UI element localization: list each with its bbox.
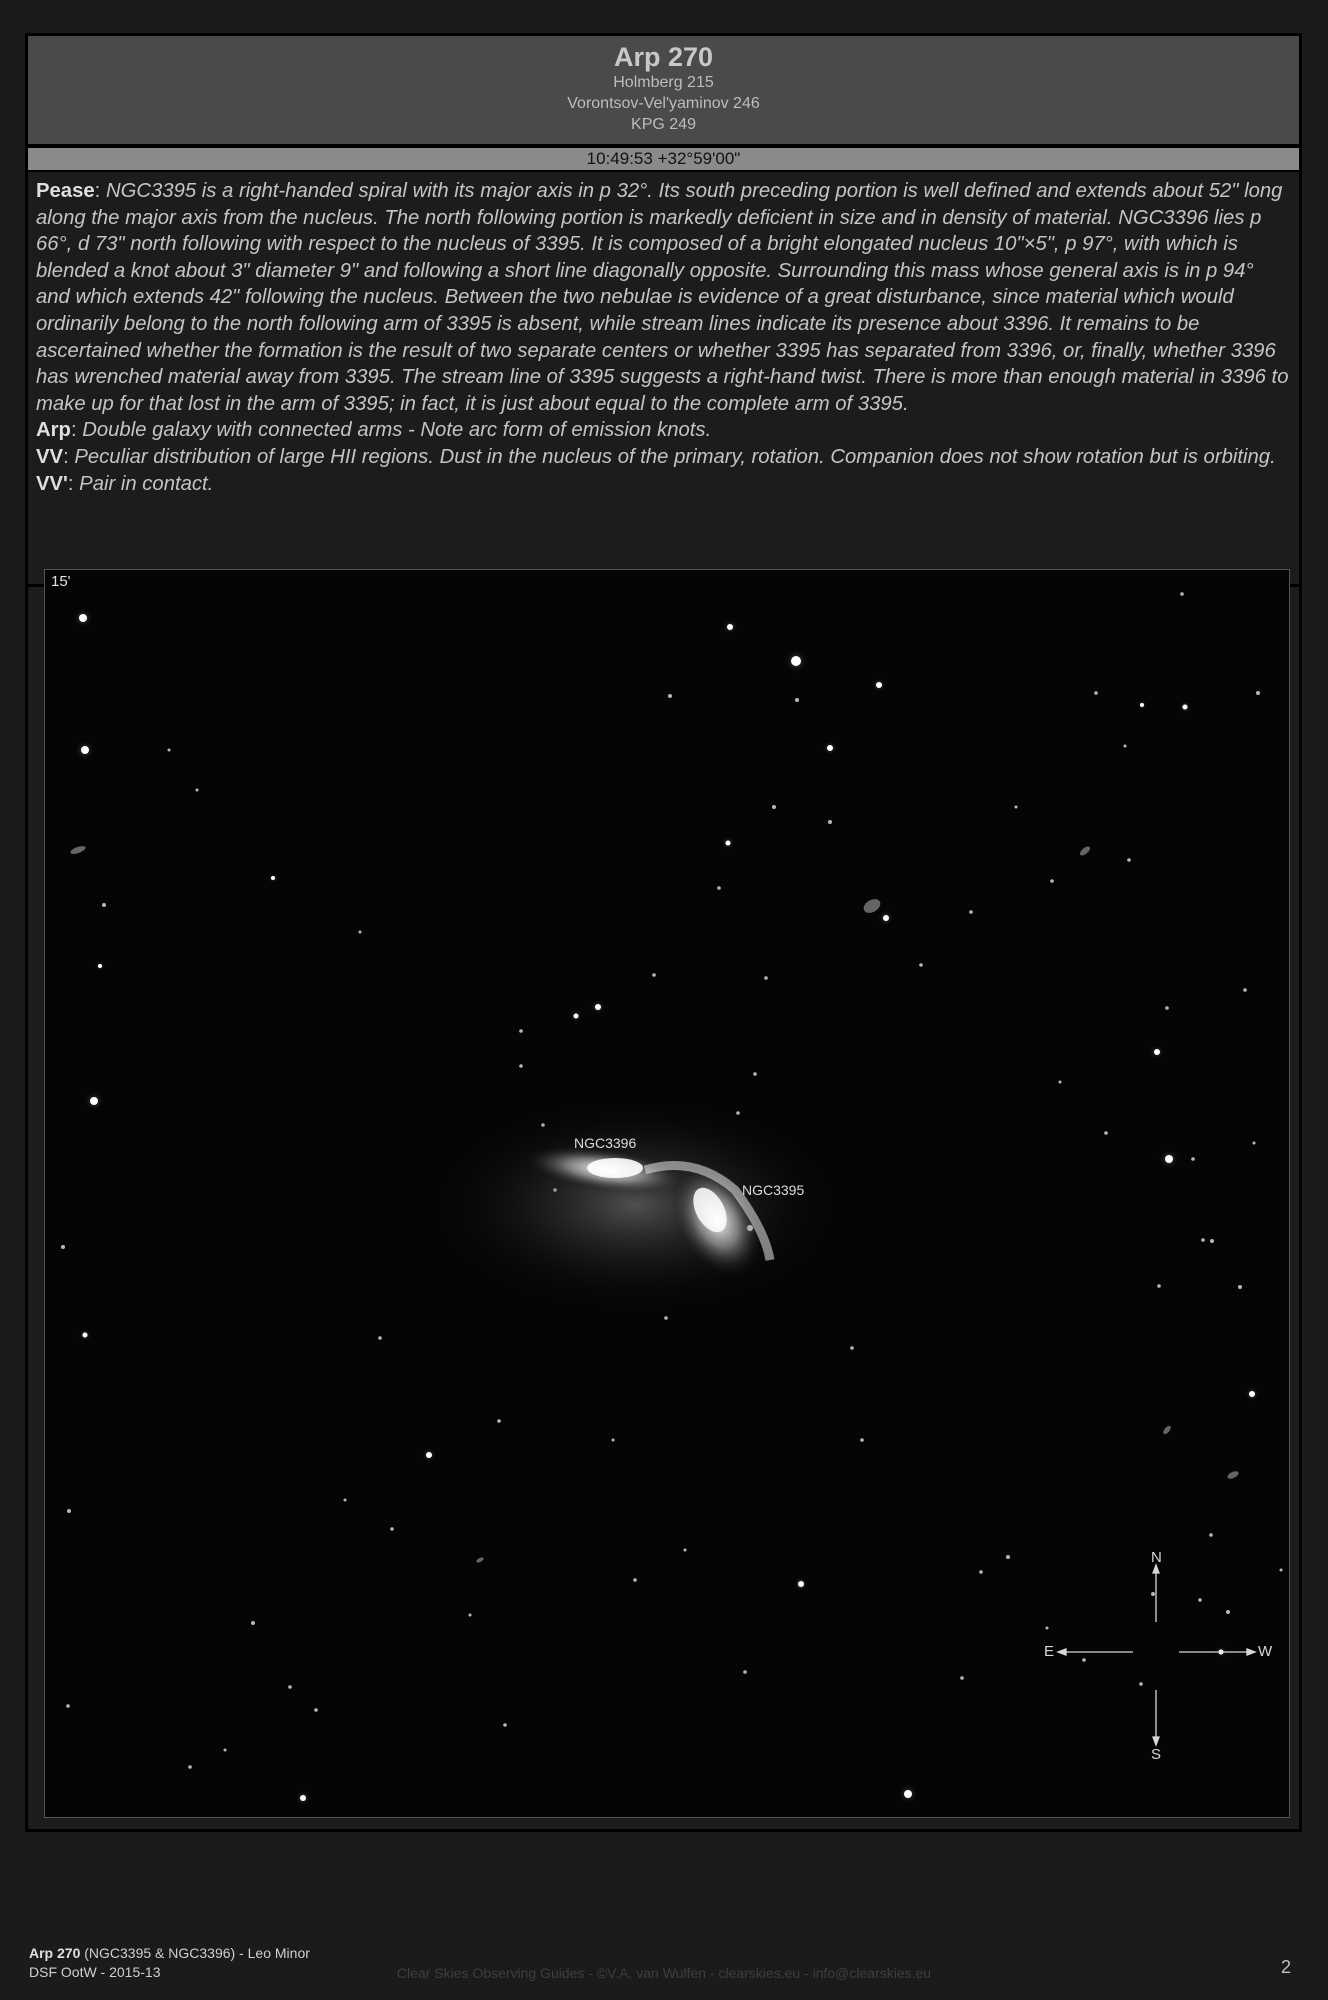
star	[271, 876, 275, 880]
star	[378, 1336, 382, 1340]
star	[390, 1527, 394, 1531]
star	[1191, 1157, 1195, 1161]
star	[791, 656, 801, 666]
star	[726, 841, 731, 846]
star	[1139, 1682, 1143, 1686]
footer-object-name: Arp 270	[29, 1945, 81, 1961]
star	[664, 1316, 668, 1320]
compass-north: N	[1151, 1549, 1162, 1566]
star	[979, 1570, 983, 1574]
alias-kpg: KPG 249	[631, 116, 696, 133]
compass-south: S	[1151, 1746, 1162, 1763]
star	[1050, 879, 1054, 883]
star	[1183, 705, 1188, 710]
star	[102, 903, 106, 907]
footer-series: DSF OotW - 2015-13	[29, 1964, 161, 1980]
star	[1243, 988, 1247, 992]
object-title: Arp 270	[613, 42, 714, 72]
page-frame	[25, 33, 1302, 1832]
star	[904, 1790, 912, 1798]
star	[98, 964, 102, 968]
star	[1209, 1533, 1213, 1537]
star	[860, 1438, 864, 1442]
footer-credits: Clear Skies Observing Guides - ©V.A. van Wulfen - clearskies.eu - info@clearskies.eu	[396, 1965, 932, 1981]
star	[196, 789, 199, 792]
star	[1094, 691, 1098, 695]
star	[344, 1499, 347, 1502]
faint-galaxy	[1226, 1470, 1239, 1481]
star	[1280, 1569, 1283, 1572]
star	[300, 1795, 306, 1801]
star	[1256, 691, 1260, 695]
source-label: Pease	[36, 180, 95, 202]
star	[919, 963, 923, 967]
compass-west: W	[1258, 1643, 1273, 1660]
description-vv: VV: Peculiar distribution of large HII regions. Dust in the nucleus of the primary, rotation. Companion does not show rotation but is orbiting.	[36, 445, 1276, 468]
compass-east: E	[1044, 1643, 1055, 1660]
star	[90, 1097, 98, 1105]
label-ngc3395: NGC3395	[742, 1182, 805, 1198]
star	[67, 1509, 71, 1513]
galaxy-pair	[425, 1095, 845, 1315]
star	[772, 805, 776, 809]
star	[764, 976, 768, 980]
star	[1151, 1592, 1155, 1596]
star	[1201, 1238, 1205, 1242]
source-label: VV'	[36, 472, 68, 495]
star	[1157, 1284, 1161, 1288]
source-label: VV	[36, 445, 64, 468]
star	[827, 745, 833, 751]
object-header	[28, 36, 1299, 146]
description-text: Double galaxy with connected arms - Note arc form of emission knots.	[82, 419, 712, 442]
star	[81, 746, 89, 754]
star	[1210, 1239, 1214, 1243]
star	[743, 1670, 747, 1674]
star	[753, 1072, 757, 1076]
description-pease: Pease: NGC3395 is a right-handed spiral with its major axis in p 32°. Its south preceding portion is well defined and extends about 52" long along the major axis from the nucleus. The north following portion is markedly deficient in size and in density of material. NGC3396 lies p 66°, d 73" north following with respect to the nucleus of 3395. It is composed of a bright elongated nucleus 10"×5", p 97°, with which is blended a knot about 3" diameter 9" and following a short line diagonally opposite. Surrounding this mass whose general axis is in p 94° and which extends 42" following the nucleus. Between the two nebulae is evidence of a great disturbance, since material which would ordinarily belong to the north following arm of 3395 is absent, while stream lines indicate its presence about 3396. It remains to be ascertained whether the formation is the result of two separate centers or whether 3395 has separated from 3396, or, finally, whether 3396 has wrenched material away from 3395. The stream line of 3395 suggests a right-hand twist. There is more than enough material in 3396 to make up for that lost in the arm of 3395; in fact, it is just about equal to the complete arm of 3395.	[36, 180, 1289, 415]
star	[314, 1708, 318, 1712]
label-ngc3396: NGC3396	[574, 1135, 637, 1151]
star	[1006, 1555, 1010, 1559]
faint-galaxy	[1078, 845, 1091, 857]
footer-object-detail: (NGC3395 & NGC3396) - Leo Minor	[80, 1945, 310, 1961]
star	[168, 749, 171, 752]
description-arp: Arp: Double galaxy with connected arms - Note arc form of emission knots.	[36, 419, 712, 442]
description-text: NGC3395 is a right-handed spiral with its major axis in p 32°. Its south preceding portion is well defined and extends about 52" long along the major axis from the nucleus. The north following portion is markedly deficient in size and in density of material. NGC3396 lies p 66°, d 73" north following with respect to the nucleus of 3395. It is composed of a bright elongated nucleus 10"×5", p 97°, with which is blended a knot about 3" diameter 9" and following a short line diagonally opposite. Surrounding this mass whose general axis is in p 94° and which extends 42" following the nucleus. Between the two nebulae is evidence of a great disturbance, since material which would ordinarily belong to the north following arm of 3395 is absent, while stream lines indicate its presence about 3396. It remains to be ascertained whether the formation is the result of two separate centers or whether 3395 has separated from 3396, or, finally, whether 3396 has wrenched material away from 3395. The stream line of 3395 suggests a right-hand twist. There is more than enough material in 3396 to make up for that lost in the arm of 3395; in fact, it is just about equal to the complete arm of 3395.	[36, 180, 1289, 415]
star	[668, 694, 672, 698]
star	[224, 1749, 227, 1752]
footer-object-line	[29, 1944, 310, 1963]
star	[79, 614, 87, 622]
description-vv-prime: VV': Pair in contact.	[36, 472, 214, 495]
star	[519, 1029, 523, 1033]
star	[469, 1614, 472, 1617]
star	[1015, 806, 1018, 809]
star	[1046, 1627, 1049, 1630]
star	[251, 1621, 255, 1625]
star	[288, 1685, 292, 1689]
description-text: Peculiar distribution of large HII regions. Dust in the nucleus of the primary, rotation. Companion does not show rotation but is orbiting.	[74, 445, 1276, 468]
star	[1180, 592, 1184, 596]
star	[1082, 1658, 1086, 1662]
starfield	[45, 570, 1289, 1817]
star	[61, 1245, 65, 1249]
star	[883, 915, 889, 921]
star	[1238, 1285, 1242, 1289]
star	[1154, 1049, 1160, 1055]
star	[595, 1004, 601, 1010]
star	[717, 886, 721, 890]
description-block	[28, 172, 1299, 587]
scale-label: 15'	[51, 573, 71, 590]
star	[1226, 1610, 1230, 1614]
star	[574, 1014, 579, 1019]
star	[795, 698, 799, 702]
star	[876, 682, 882, 688]
star	[83, 1333, 88, 1338]
star	[188, 1765, 192, 1769]
star	[1165, 1155, 1173, 1163]
faint-galaxy	[1162, 1425, 1172, 1436]
star	[1140, 703, 1144, 707]
star	[497, 1419, 501, 1423]
star	[1198, 1598, 1202, 1602]
star	[66, 1704, 70, 1708]
star	[850, 1346, 854, 1350]
faint-galaxy	[69, 844, 86, 855]
alias-holmberg: Holmberg 215	[613, 74, 714, 91]
star	[612, 1439, 615, 1442]
description-text: Pair in contact.	[79, 472, 214, 495]
star	[1124, 745, 1127, 748]
coordinates-bar: 10:49:53 +32°59'00"	[28, 146, 1299, 172]
star	[1059, 1081, 1062, 1084]
faint-galaxy	[476, 1556, 485, 1563]
star	[503, 1723, 507, 1727]
star	[426, 1452, 432, 1458]
star	[1165, 1006, 1169, 1010]
star	[960, 1676, 964, 1680]
star	[684, 1549, 687, 1552]
star	[1249, 1391, 1255, 1397]
star	[828, 820, 832, 824]
star	[652, 973, 656, 977]
alias-vv: Vorontsov-Vel'yaminov 246	[567, 95, 760, 112]
star	[633, 1578, 637, 1582]
source-label: Arp	[36, 419, 71, 442]
star	[727, 624, 733, 630]
faint-galaxy	[861, 896, 883, 915]
sky-image	[44, 569, 1290, 1818]
star	[359, 931, 362, 934]
star	[1127, 858, 1131, 862]
star	[1253, 1142, 1256, 1145]
star	[519, 1064, 523, 1068]
star	[798, 1581, 804, 1587]
star	[1104, 1131, 1108, 1135]
star	[969, 910, 973, 914]
page-number: 2	[1280, 1957, 1291, 1977]
